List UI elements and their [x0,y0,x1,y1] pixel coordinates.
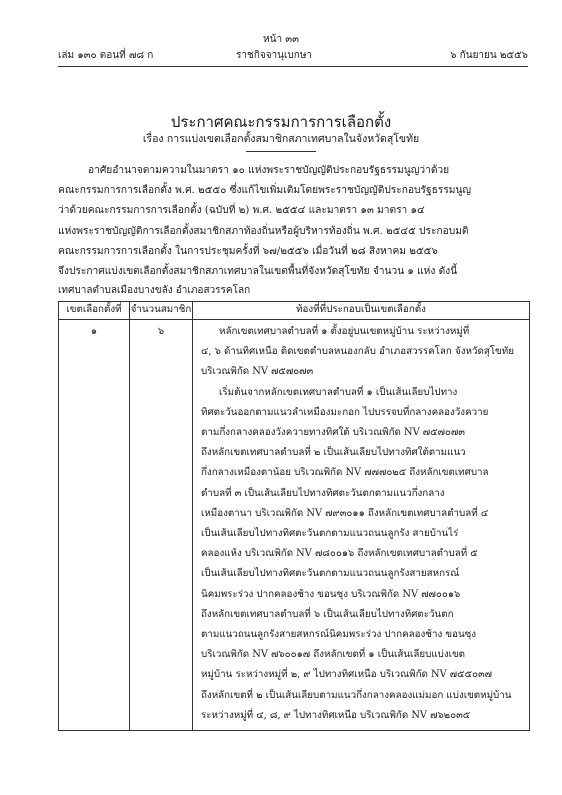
table-row [59,320,530,731]
body-line: อาศัยอำนาจตามความในมาตรา ๑๐ แห่งพระราชบัญญัติประกอบรัฐธรรมนูญว่าด้วย [88,165,450,176]
description-line: เหมืองตานา บริเวณพิกัด NV ๗๙๓๐๑๑ ถึงหลักเขตเทศบาลตำบลที่ ๔ [201,507,489,519]
table-header-row [59,302,530,320]
description-line: ๔, ๖ ด้านทิศเหนือ ติดเขตตำบลหนองกลับ อำเภอสวรรคโลก จังหวัดสุโขทัย [201,346,514,358]
body-line: คณะกรรมการการเลือกตั้ง ในการประชุมครั้งที่ ๖๗/๒๕๕๖ เมื่อวันที่ ๒๘ สิงหาคม ๒๕๕๖ [58,245,438,257]
description-line: ตำบลที่ ๓ เป็นเส้นเลียบไปทางทิศตะวันตกตามแนวกึ่งกลาง [201,487,445,499]
description-line: บริเวณพิกัด NV ๗๕๗๐๗๓ [201,366,314,378]
gazette-date: ๖ กันยายน ๒๕๕๖ [450,50,528,61]
zone-number: ๑ [59,320,130,731]
announcement-body [58,161,530,282]
description-line: เริ่มต้นจากหลักเขตเทศบาลตำบลที่ ๑ เป็นเส้นเลียบไปทาง [219,386,458,398]
body-line: ว่าด้วยคณะกรรมการการเลือกตั้ง (ฉบับที่ ๒) พ.ศ. ๒๕๕๔ และมาตรา ๑๓ มาตรา ๑๔ [58,205,425,217]
description-line: ถึงหลักเขตเทศบาลตำบลที่ ๖ เป็นเส้นเลียบไปทางทิศตะวันตก [201,608,454,620]
electoral-zone-table [58,301,530,731]
description-line: บริเวณพิกัด NV ๗๖๐๐๑๗ ถึงหลักเขตที่ ๑ เป็นเส้นเลียบแบ่งเขต [201,649,466,661]
description-line: เป็นเส้นเลียบไปทางทิศตะวันตกตามแนวถนนลูกรัง สายบ้านไร่ [201,528,459,540]
page-number: หน้า ๓๓ [263,34,299,45]
gazette-name: ราชกิจจานุเบกษา [236,50,313,61]
description-line: ถึงหลักเขตที่ ๒ เป็นเส้นเลียบตามแนวกึ่งกลางคลองแม่มอก แบ่งเขตหมู่บ้าน [201,689,512,701]
description-line: หมู่บ้าน ระหว่างหมู่ที่ ๒, ๙ ไปทางทิศเหนือ บริเวณพิกัด NV ๗๕๕๐๓๗ [201,669,493,681]
description-line: ถึงหลักเขตเทศบาลตำบลที่ ๒ เป็นเส้นเลียบไปทางทิศใต้ตามแนว [201,447,466,459]
description-line: ระหว่างหมู่ที่ ๔, ๘, ๙ ไปทางทิศเหนือ บริเวณพิกัด NV ๗๖๒๐๓๕ [201,709,471,721]
zone-description [193,320,530,731]
column-header-area: ท้องที่ที่ประกอบเป็นเขตเลือกตั้ง [193,302,530,320]
announcement-subject: เรื่อง การแบ่งเขตเลือกตั้งสมาชิกสภาเทศบาลในจังหวัดสุโขทัย [142,133,420,145]
member-count: ๖ [130,320,193,731]
gazette-volume-issue: เล่ม ๑๓๐ ตอนที่ ๗๘ ก [58,50,154,61]
title-divider [246,151,316,152]
description-line: ตามแนวถนนลูกรังสายสหกรณ์นิคมพระร่วง ปากคลองช้าง ขอนซุง [201,629,477,641]
description-line: หลักเขตเทศบาลตำบลที่ ๑ ตั้งอยู่บนเขตหมู่บ้าน ระหว่างหมู่ที่ [219,326,470,337]
body-line: จึงประกาศแบ่งเขตเลือกตั้งสมาชิกสภาเทศบาลในเขตพื้นที่จังหวัดสุโขทัย จำนวน ๑ แห่ง ดังนี้ [58,266,458,278]
header-rule [58,66,528,67]
column-header-members: จำนวนสมาชิก [130,302,193,320]
column-header-zone: เขตเลือกตั้งที่ [59,302,130,320]
body-line: คณะกรรมการการเลือกตั้ง พ.ศ. ๒๕๕๐ ซึ่งแก้ไขเพิ่มเติมโดยพระราชบัญญัติประกอบรัฐธรรมนูญ [58,185,472,197]
description-line: ตามกึ่งกลางคลองวังควายทางทิศใต้ บริเวณพิกัด NV ๗๕๗๐๗๓ [201,427,465,439]
description-line: เป็นเส้นเลียบไปทางทิศตะวันตกตามแนวถนนลูกรังสายสหกรณ์ [201,568,460,580]
description-line: นิคมพระร่วง ปากคลองช้าง ขอนซุง บริเวณพิกัด NV ๗๗๐๐๑๖ [201,588,461,600]
description-line: คลองแห้ง บริเวณพิกัด NV ๗๘๐๐๑๖ ถึงหลักเขตเทศบาลตำบลที่ ๕ [201,548,478,560]
section-heading: เทศบาลตำบลเมืองบางขลัง อำเภอสวรรคโลก [58,285,251,296]
body-line: แห่งพระราชบัญญัติการเลือกตั้งสมาชิกสภาท้องถิ่นหรือผู้บริหารท้องถิ่น พ.ศ. ๒๕๔๕ ประกอบมติ [58,225,469,237]
description-line: กึ่งกลางเหมืองตาน้อย บริเวณพิกัด NV ๗๗๗๐๒๕ ถึงหลักเขตเทศบาล [201,467,489,479]
description-line: ทิศตะวันออกตามแนวลำเหมืองมะกอก ไปบรรจบที่กลางคลองวังควาย [201,406,489,418]
announcement-title: ประกาศคณะกรรมการการเลือกตั้ง [170,113,392,131]
